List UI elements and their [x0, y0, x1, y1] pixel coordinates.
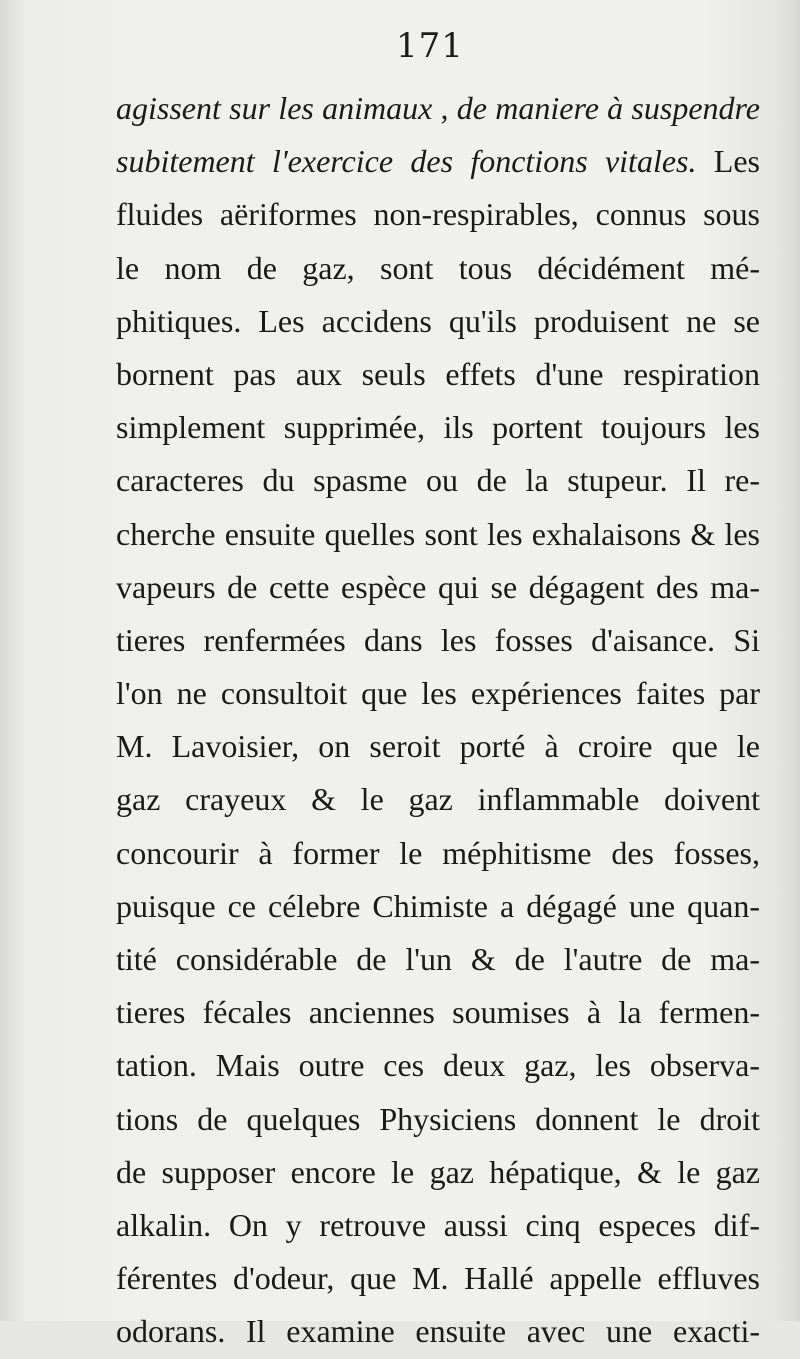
text-line: simplement supprimée, ils portent toujours les	[116, 409, 760, 446]
text-line: tieres fécales anciennes soumises à la fermen-	[116, 994, 760, 1031]
page-number: 171	[396, 26, 464, 66]
text-line: cherche ensuite quelles sont les exhalaisons & les	[116, 515, 760, 552]
text-line: tation. Mais outre ces deux gaz, les observa-	[116, 1047, 760, 1084]
text-line: tité considérable de l'un & de l'autre de ma-	[116, 941, 760, 977]
text-line: concourir à former le méphitisme des fosses,	[116, 834, 760, 871]
text-line: alkalin. On y retrouve aussi cinq especes dif-	[116, 1206, 760, 1243]
text-line: le nom de gaz, sont tous décidément mé-	[116, 249, 760, 286]
text-line: caracteres du spasme ou de la stupeur. Il re-	[116, 462, 760, 499]
body-text	[116, 82, 760, 1359]
text-line: férentes d'odeur, que M. Hallé appelle effluves	[116, 1260, 760, 1297]
text-line: gaz crayeux & le gaz inflammable doivent	[116, 781, 760, 818]
text-line: M. Lavoisier, on seroit porté à croire que le	[116, 728, 760, 765]
text-line: tieres renfermées dans les fosses d'aisance. Si	[116, 621, 760, 658]
text-line: l'on ne consultoit que les expériences faites par	[116, 675, 760, 712]
text-line: agissent sur les animaux , de maniere à suspendre	[116, 90, 760, 126]
text-line: tions de quelques Physiciens donnent le droit	[116, 1100, 760, 1137]
text-line: odorans. Il examine ensuite avec une exacti-	[116, 1313, 760, 1350]
text-line: vapeurs de cette espèce qui se dégagent des ma-	[116, 568, 760, 605]
text-line: fluides aëriformes non-respirables, connus sous	[116, 196, 760, 233]
text-line: de supposer encore le gaz hépatique, & le gaz	[116, 1153, 760, 1190]
text-line: subitement l'exercice des fonctions vitales. Les	[116, 143, 761, 180]
text-line: bornent pas aux seuls effets d'une respiration	[116, 355, 760, 392]
text-line: phitiques. Les accidens qu'ils produisent ne se	[116, 302, 760, 339]
text-line: puisque ce célebre Chimiste a dégagé une quan-	[116, 887, 760, 924]
